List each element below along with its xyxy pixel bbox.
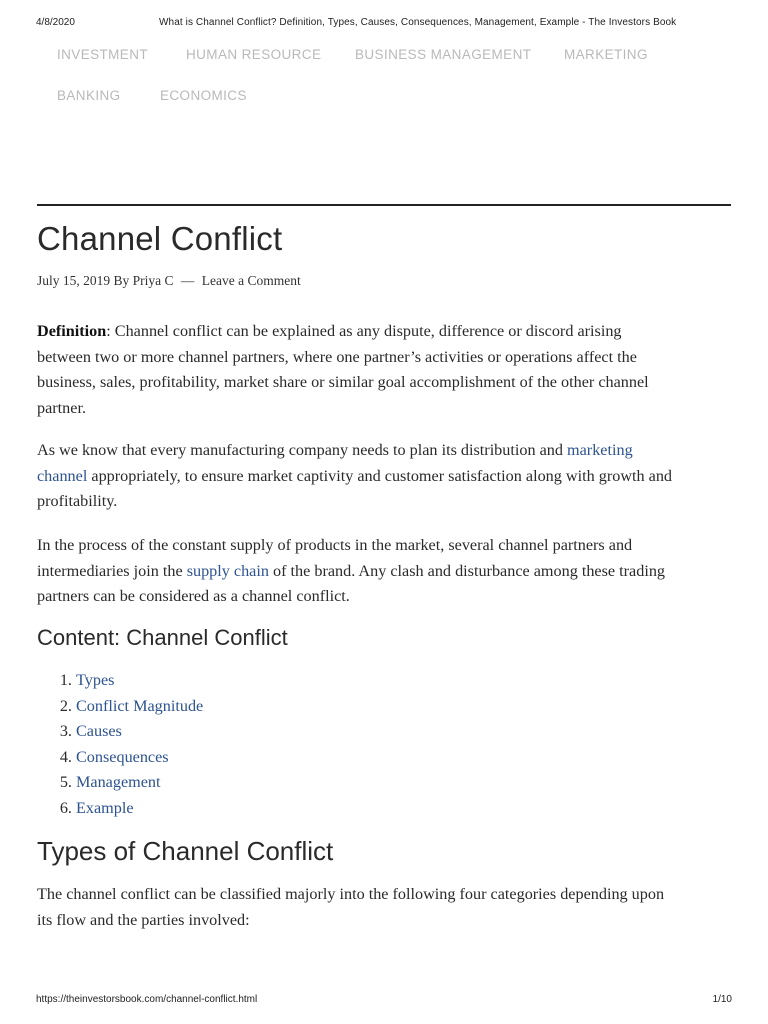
toc-link-causes[interactable]: Causes <box>76 722 122 741</box>
toc-link-example[interactable]: Example <box>76 798 134 817</box>
marketing-channel-link[interactable]: marketing channel <box>37 441 633 485</box>
intro-paragraph <box>37 438 677 515</box>
nav-item-business-management[interactable]: BUSINESS MANAGEMENT <box>355 47 532 62</box>
print-page-title: What is Channel Conflict? Definition, Types, Causes, Consequences, Management, Example - The Investors Book <box>159 17 677 28</box>
nav-item-investment[interactable]: INVESTMENT <box>57 47 149 62</box>
supply-text-after: of the brand. Any clash and disturbance among these trading partners can be considered as a channel conflict. <box>37 561 666 606</box>
print-header <box>36 17 732 31</box>
print-footer <box>36 994 732 1008</box>
leave-comment-link[interactable]: Leave a Comment <box>201 273 301 288</box>
header-divider <box>37 204 731 206</box>
intro-text-before: As we know that every manufacturing company needs to plan its distribution and <box>37 441 568 459</box>
post-date-author: July 15, 2019 By Priya C <box>37 273 174 288</box>
supply-chain-link[interactable]: supply chain <box>186 561 269 580</box>
toc-item <box>76 694 203 720</box>
toc-link-types[interactable]: Types <box>76 671 115 689</box>
toc-link-consequences[interactable]: Consequences <box>76 747 169 766</box>
definition-text: : Channel conflict can be explained as any dispute, difference or discord arising between two or more channel partners, where one partner’s activities or operations affect the business, sales, profitability, market share or similar goal accomplishment of the other channel partner. <box>37 322 649 418</box>
definition-label: Definition <box>37 322 107 340</box>
content-heading: Content: Channel Conflict <box>37 625 288 650</box>
meta-separator: — <box>180 273 195 288</box>
toc-link-conflict-magnitude[interactable]: Conflict Magnitude <box>76 696 204 715</box>
definition-paragraph <box>37 319 677 422</box>
page-title: Channel Conflict <box>37 220 283 257</box>
nav-item-banking[interactable]: BANKING <box>57 88 121 103</box>
toc-item <box>76 719 203 745</box>
toc-item <box>76 668 203 694</box>
types-heading: Types of Channel Conflict <box>37 836 334 866</box>
print-url: https://theinvestorsbook.com/channel-conflict.html <box>36 994 258 1005</box>
toc-item <box>76 770 203 796</box>
table-of-contents <box>37 668 203 822</box>
toc-item <box>76 796 203 822</box>
nav-item-human-resource[interactable]: HUMAN RESOURCE <box>186 47 322 62</box>
intro-text-after: appropriately, to ensure market captivity and customer satisfaction along with growth and profitability. <box>37 466 673 511</box>
print-page-number: 1/10 <box>712 994 732 1005</box>
nav-item-economics[interactable]: ECONOMICS <box>160 88 247 103</box>
print-date: 4/8/2020 <box>36 17 75 28</box>
supply-text-before: In the process of the constant supply of products in the market, several channel partners and intermediaries join the <box>37 536 633 580</box>
supply-paragraph <box>37 533 677 610</box>
types-intro-paragraph: The channel conflict can be classified majorly into the following four categories depending upon its flow and the parties involved: <box>37 885 665 929</box>
nav-item-marketing[interactable]: MARKETING <box>564 47 648 62</box>
toc-link-management[interactable]: Management <box>76 773 161 792</box>
post-meta <box>37 273 301 289</box>
toc-item <box>76 745 203 771</box>
